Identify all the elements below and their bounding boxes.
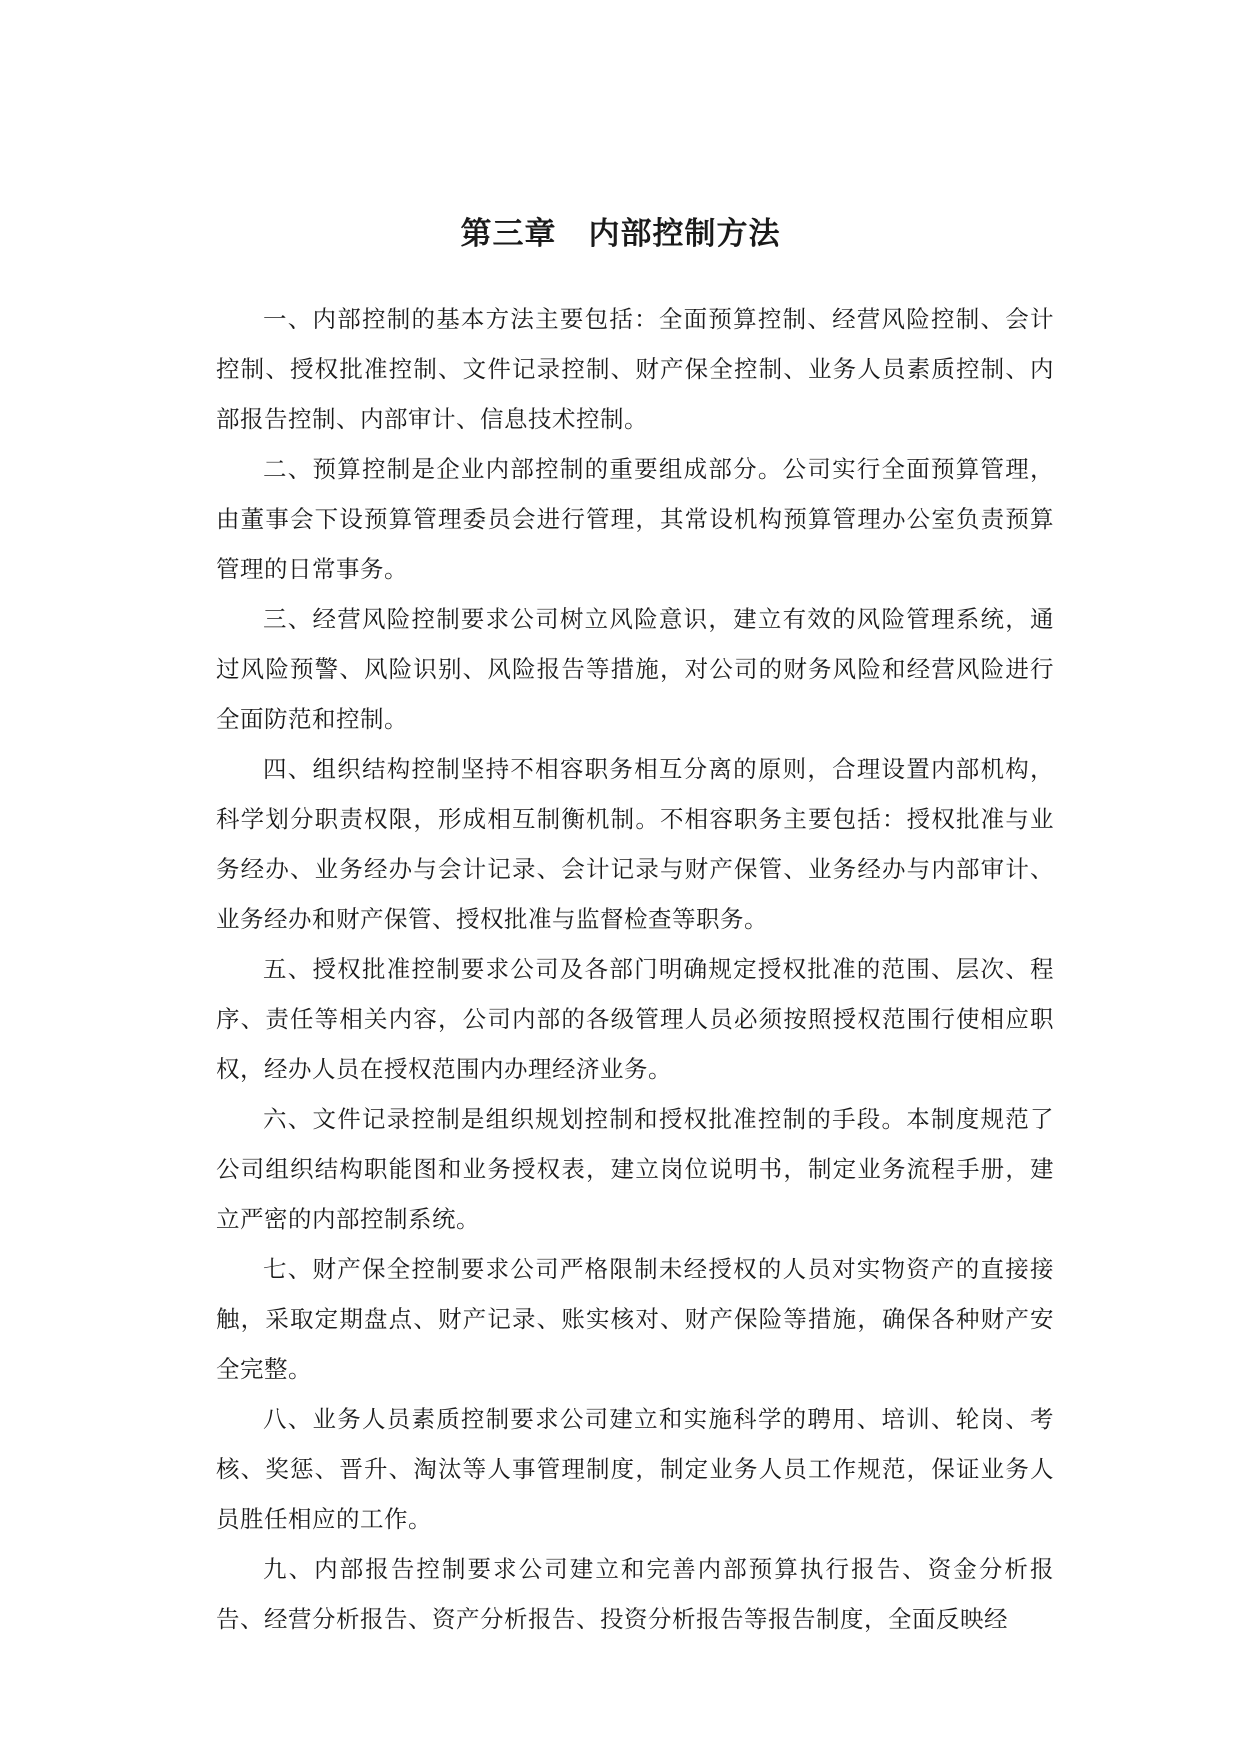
paragraph: 九、内部报告控制要求公司建立和完善内部预算执行报告、资金分析报告、经营分析报告、资产分析报告、投资分析报告等报告制度，全面反映经: [216, 1555, 1054, 1633]
paragraph: 八、业务人员素质控制要求公司建立和实施科学的聘用、培训、轮岗、考核、奖惩、晋升、淘汰等人事管理制度，制定业务人员工作规范，保证业务人员胜任相应的工作。: [216, 1405, 1054, 1533]
paragraph: 四、组织结构控制坚持不相容职务相互分离的原则，合理设置内部机构，科学划分职责权限，形成相互制衡机制。不相容职务主要包括：授权批准与业务经办、业务经办与会计记录、会计记录与财产保管、业务经办与内部审计、业务经办和财产保管、授权批准与监督检查等职务。: [216, 755, 1054, 933]
paragraph: 六、文件记录控制是组织规划控制和授权批准控制的手段。本制度规范了公司组织结构职能图和业务授权表，建立岗位说明书，制定业务流程手册，建立严密的内部控制系统。: [216, 1105, 1054, 1233]
paragraph: 七、财产保全控制要求公司严格限制未经授权的人员对实物资产的直接接触，采取定期盘点、财产记录、账实核对、财产保险等措施，确保各种财产安全完整。: [216, 1255, 1054, 1383]
paragraph: 三、经营风险控制要求公司树立风险意识，建立有效的风险管理系统，通过风险预警、风险识别、风险报告等措施，对公司的财务风险和经营风险进行全面防范和控制。: [216, 605, 1054, 733]
paragraph: 二、预算控制是企业内部控制的重要组成部分。公司实行全面预算管理，由董事会下设预算管理委员会进行管理，其常设机构预算管理办公室负责预算管理的日常事务。: [216, 455, 1054, 583]
chapter-title: 第三章 内部控制方法: [460, 216, 781, 252]
body-text: [216, 294, 1054, 1644]
paragraph: 五、授权批准控制要求公司及各部门明确规定授权批准的范围、层次、程序、责任等相关内容，公司内部的各级管理人员必须按照授权范围行使相应职权，经办人员在授权范围内办理经济业务。: [216, 955, 1054, 1083]
paragraph: 一、内部控制的基本方法主要包括：全面预算控制、经营风险控制、会计控制、授权批准控制、文件记录控制、财产保全控制、业务人员素质控制、内部报告控制、内部审计、信息技术控制。: [216, 305, 1054, 433]
